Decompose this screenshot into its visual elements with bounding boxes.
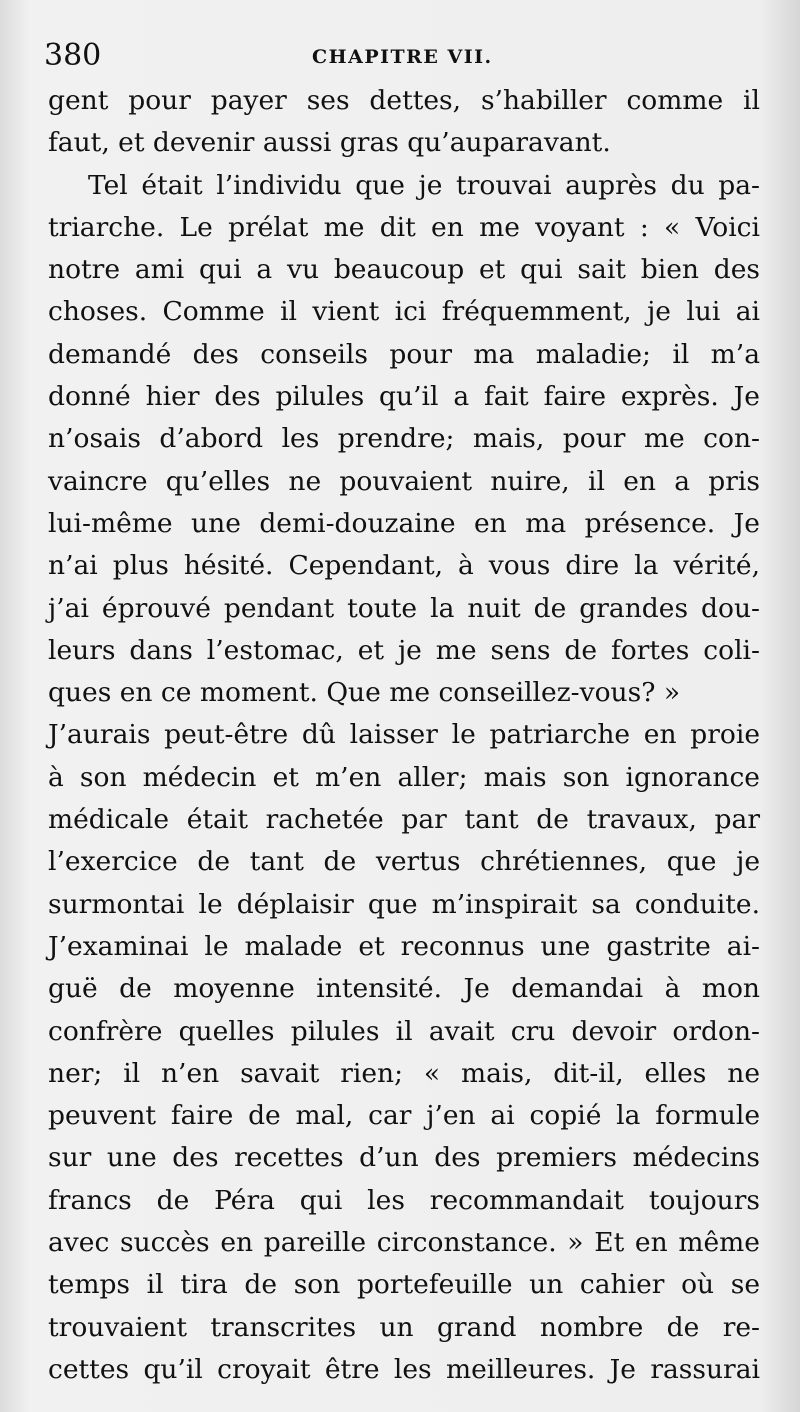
text-line: à son médecin et m’en aller; mais son ignorance [48,761,760,793]
text-line: ner; il n’en savait rien; « mais, dit-il, elles ne [48,1057,760,1089]
text-line: peuvent faire de mal, car j’en ai copié la formule [48,1100,760,1132]
text-line: lui-même une demi-douzaine en ma présence. Je [48,507,760,539]
text-line: avec succès en pareille circonstance. » Et en même [48,1227,760,1259]
text-line: J’aurais peut-être dû laisser le patriarche en proie [48,719,760,751]
text-line: trouvaient transcrites un grand nombre de re- [48,1311,760,1343]
text-line: cettes qu’il croyait être les meilleures. Je rassurai [48,1353,760,1385]
text-line: surmontai le déplaisir que m’inspirait sa conduite. [48,888,760,920]
text-line: sur une des recettes d’un des premiers médecins [48,1142,760,1174]
text-line: J’examinai le malade et reconnus une gastrite ai- [48,930,760,962]
text-line: francs de Péra qui les recommandait toujours [48,1184,760,1216]
text-line: j’ai éprouvé pendant toute la nuit de grandes dou- [48,592,760,624]
text-line: choses. Comme il vient ici fréquemment, je lui ai [48,296,760,328]
text-line: Tel était l’individu que je trouvai auprès du pa- [88,169,760,201]
text-line: vaincre qu’elles ne pouvaient nuire, il en a pris [48,465,760,497]
text-line: faut, et devenir aussi gras qu’auparavant. [48,127,611,159]
page-number: 380 [44,38,102,73]
text-line: demandé des conseils pour ma maladie; il m’a [48,338,760,370]
text-line: donné hier des pilules qu’il a fait faire exprès. Je [48,381,760,413]
text-line: n’ai plus hésité. Cependant, à vous dire la vérité, [48,550,760,582]
text-line: leurs dans l’estomac, et je me sens de fortes coli- [48,634,760,666]
text-line: temps il tira de son portefeuille un cahier où se [48,1269,760,1301]
text-line: ques en ce moment. Que me conseillez-vous? » [48,677,681,709]
text-line: médicale était rachetée par tant de travaux, par [48,804,760,836]
text-line: gent pour payer ses dettes, s’habiller comme il [48,85,760,116]
text-line: n’osais d’abord les prendre; mais, pour me con- [48,423,760,455]
text-line: triarche. Le prélat me dit en me voyant : « Voici [48,211,760,243]
text-line: l’exercice de tant de vertus chrétiennes, que je [48,846,760,878]
body-text [48,80,760,1391]
text-line: guë de moyenne intensité. Je demandai à mon [48,973,760,1005]
text-line: confrère quelles pilules il avait cru devoir ordon- [48,1015,760,1047]
text-line: notre ami qui a vu beaucoup et qui sait bien des [48,254,760,286]
page-header [44,36,764,76]
chapter-running-head: CHAPITRE VII. [312,46,493,68]
